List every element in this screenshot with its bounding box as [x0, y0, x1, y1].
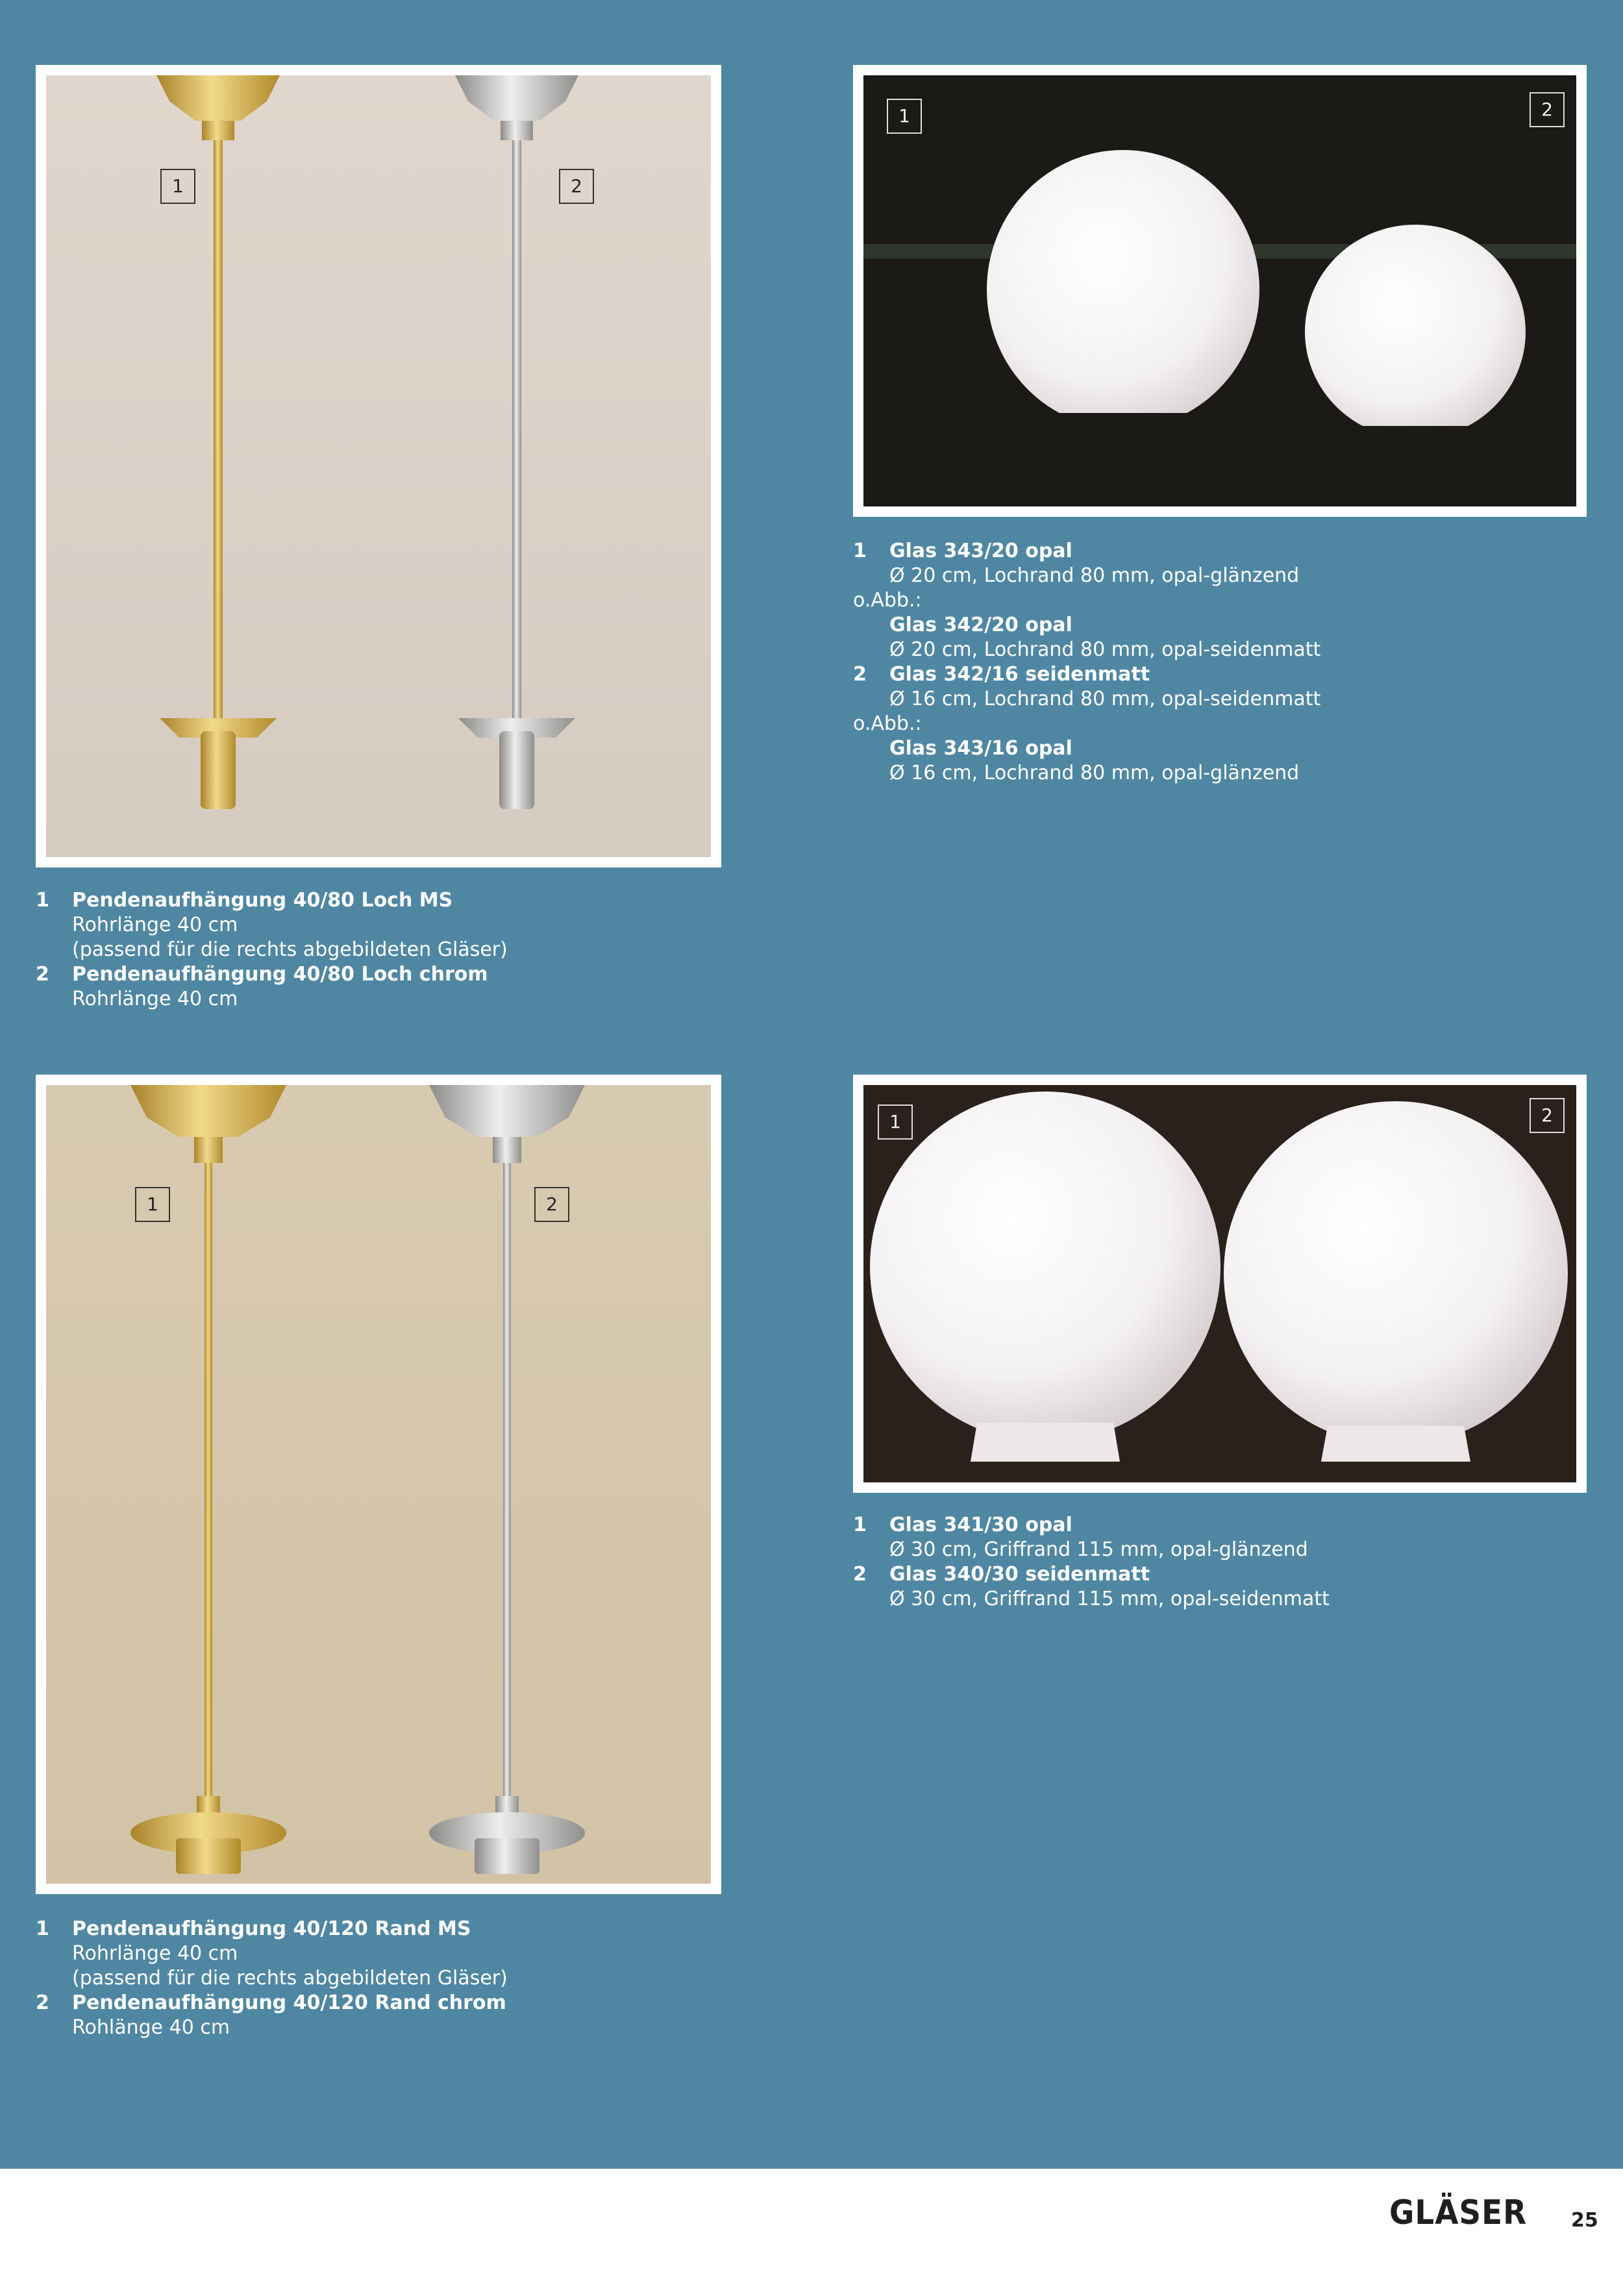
item-number: 2: [853, 663, 867, 686]
photo-glas-16-20: [863, 75, 1576, 506]
item-detail: Rohlänge 40 cm: [72, 2016, 230, 2039]
caption-pendant-loch: [36, 888, 508, 1012]
item-title: Glas 341/30 opal: [889, 1514, 1072, 1536]
item-detail: Ø 30 cm, Griffrand 115 mm, opal-seidenmatt: [889, 1588, 1330, 1610]
photo-frame-glas-16-20: [853, 65, 1587, 517]
item-detail: Rohrlänge 40 cm: [72, 1942, 238, 1965]
page-number: 25: [1571, 2209, 1598, 2232]
item-note: o.Abb.:: [853, 712, 922, 735]
item-title: Pendenaufhängung 40/120 Rand MS: [72, 1917, 471, 1940]
item-title: Pendenaufhängung 40/80 Loch MS: [72, 889, 453, 912]
caption-glas-16-20: [853, 539, 1320, 786]
item-note: o.Abb.:: [853, 589, 922, 612]
item-title: Glas 343/20 opal: [889, 540, 1072, 562]
item-detail: Rohrlänge 40 cm: [72, 914, 238, 936]
item-detail: Ø 20 cm, Lochrand 80 mm, opal-seidenmatt: [889, 638, 1321, 661]
photo-marker-2: 2: [1530, 1098, 1565, 1133]
item-title: Pendenaufhängung 40/120 Rand chrom: [72, 1991, 506, 2014]
caption-pendant-rand: [36, 1917, 508, 2040]
photo-pendant-loch: [46, 75, 711, 857]
section-title: GLÄSER: [1389, 2193, 1528, 2232]
photo-marker-1: 1: [135, 1187, 170, 1222]
item-number: 1: [36, 1917, 49, 1940]
item-title: Glas 342/20 opal: [889, 614, 1072, 636]
photo-glas-30: [863, 1085, 1576, 1482]
item-number: 2: [853, 1563, 867, 1586]
item-title: Glas 340/30 seidenmatt: [889, 1563, 1150, 1586]
item-detail: Ø 20 cm, Lochrand 80 mm, opal-glänzend: [889, 564, 1300, 587]
item-number: 2: [36, 963, 49, 986]
photo-marker-1: 1: [887, 99, 922, 134]
item-title: Glas 342/16 seidenmatt: [889, 663, 1150, 686]
photo-marker-1: 1: [160, 169, 195, 204]
item-detail: (passend für die rechts abgebildeten Gläser): [72, 938, 508, 961]
item-detail: Ø 30 cm, Griffrand 115 mm, opal-glänzend: [889, 1538, 1308, 1561]
item-number: 2: [36, 1991, 49, 2014]
photo-frame-pendant-rand: [36, 1075, 721, 1894]
item-number: 1: [853, 1514, 867, 1536]
photo-marker-1: 1: [878, 1104, 913, 1140]
item-title: Glas 343/16 opal: [889, 737, 1072, 760]
photo-marker-2: 2: [559, 169, 594, 204]
photo-frame-pendant-loch: [36, 65, 721, 867]
photo-marker-2: 2: [534, 1187, 569, 1222]
item-number: 1: [36, 889, 49, 912]
item-detail: Ø 16 cm, Lochrand 80 mm, opal-seidenmatt: [889, 688, 1321, 710]
photo-frame-glas-30: [853, 1075, 1587, 1493]
item-detail: (passend für die rechts abgebildeten Gläser): [72, 1967, 508, 1990]
item-detail: Rohrlänge 40 cm: [72, 988, 238, 1010]
caption-glas-30: [853, 1513, 1330, 1612]
item-title: Pendenaufhängung 40/80 Loch chrom: [72, 963, 488, 986]
item-detail: Ø 16 cm, Lochrand 80 mm, opal-glänzend: [889, 762, 1300, 784]
photo-marker-2: 2: [1530, 92, 1565, 127]
item-number: 1: [853, 540, 867, 562]
